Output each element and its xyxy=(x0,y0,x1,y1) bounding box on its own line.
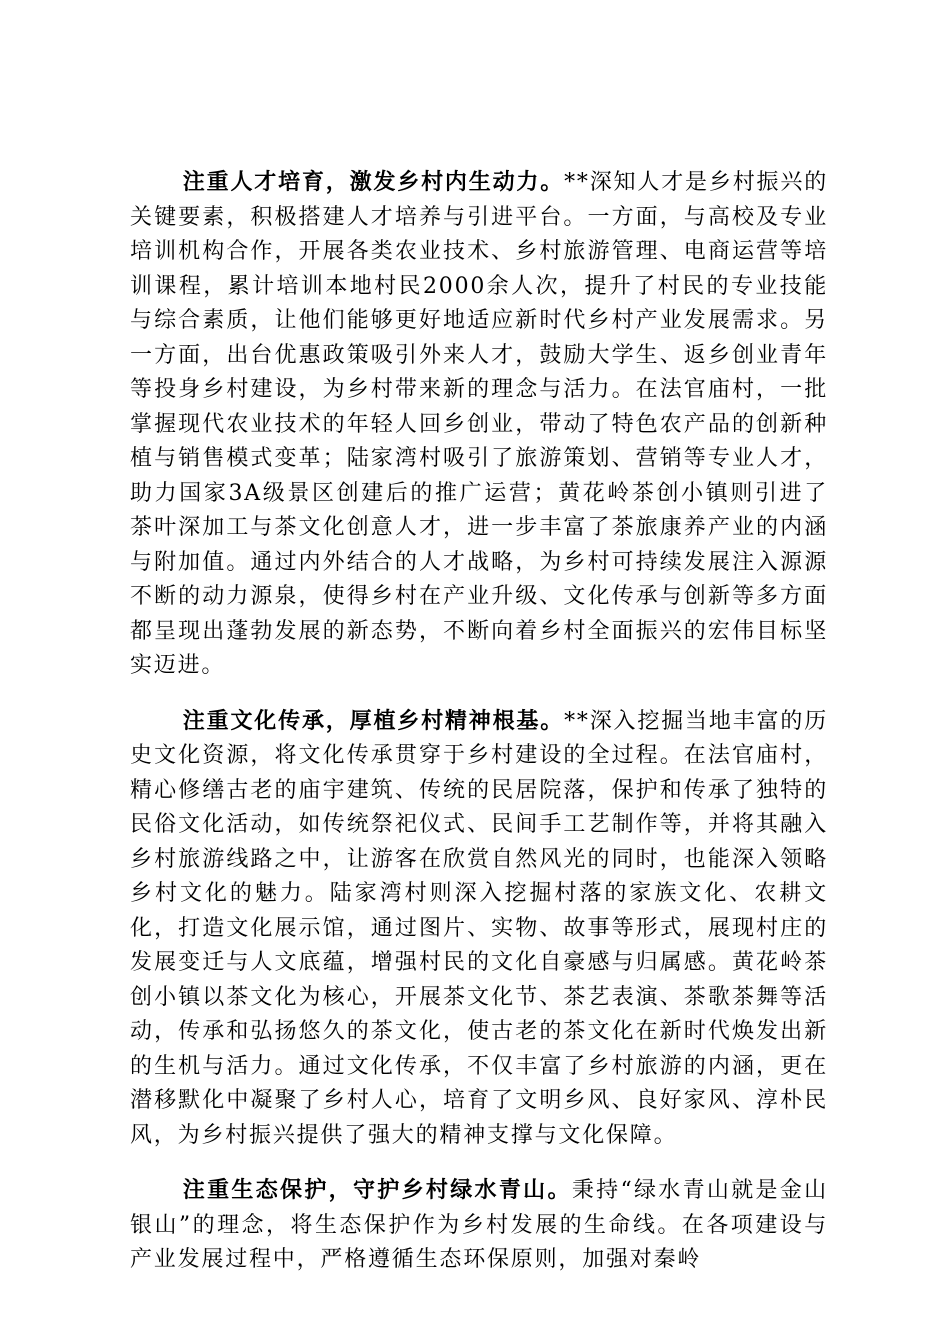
document-page xyxy=(130,165,828,1298)
paragraph-ecology xyxy=(130,1173,828,1278)
paragraph-talent xyxy=(130,165,828,684)
paragraph-heading: 注重人才培育，激发乡村内生动力。 xyxy=(182,169,565,195)
paragraph-heading: 注重生态保护，守护乡村绿水青山。 xyxy=(182,1177,572,1203)
paragraph-body: 秉持“绿水青山就是金山银山”的理念，将生态保护作为乡村发展的生命线。在各项建设与产业发展过程中，严格遵循生态环保原则，加强对秦岭 xyxy=(130,1178,828,1272)
paragraph-body: **深入挖掘当地丰富的历史文化资源，将文化传承贯穿于乡村建设的全过程。在法官庙村，精心修缮古老的庙宇建筑、传统的民居院落，保护和传承了独特的民俗文化活动，如传统祭祀仪式、民间手工艺制作等，并将其融入乡村旅游线路之中，让游客在欣赏自然风光的同时，也能深入领略乡村文化的魅力。陆家湾村则深入挖掘村落的家族文化、农耕文化，打造文化展示馆，通过图片、实物、故事等形式，展现村庄的发展变迁与人文底蕴，增强村民的文化自豪感与归属感。黄花岭茶创小镇以茶文化为核心，开展茶文化节、茶艺表演、茶歌茶舞等活动，传承和弘扬悠久的茶文化，使古老的茶文化在新时代焕发出新的生机与活力。通过文化传承，不仅丰富了乡村旅游的内涵，更在潜移默化中凝聚了乡村人心，培育了文明乡风、良好家风、淳朴民风，为乡村振兴提供了强大的精神支撑与文化保障。 xyxy=(130,708,828,1148)
paragraph-culture xyxy=(130,704,828,1154)
paragraph-heading: 注重文化传承，厚植乡村精神根基。 xyxy=(182,707,565,734)
paragraph-body: **深知人才是乡村振兴的关键要素，积极搭建人才培养与引进平台。一方面，与高校及专业培训机构合作，开展各类农业技术、乡村旅游管理、电商运营等培训课程，累计培训本地村民2000余人次，提升了村民的专业技能与综合素质，让他们能够更好地适应新时代乡村产业发展需求。另一方面，出台优惠政策吸引外来人才，鼓励大学生、返乡创业青年等投身乡村建设，为乡村带来新的理念与活力。在法官庙村，一批掌握现代农业技术的年轻人回乡创业，带动了特色农产品的创新种植与销售模式变革；陆家湾村吸引了旅游策划、营销等专业人才，助力国家3A级景区创建后的推广运营；黄花岭茶创小镇则引进了茶叶深加工与茶文化创意人才，进一步丰富了茶旅康养产业的内涵与附加值。通过内外结合的人才战略，为乡村可持续发展注入源源不断的动力源泉，使得乡村在产业升级、文化传承与创新等多方面都呈现出蓬勃发展的新态势，不断向着乡村全面振兴的宏伟目标坚实迈进。 xyxy=(130,170,828,678)
